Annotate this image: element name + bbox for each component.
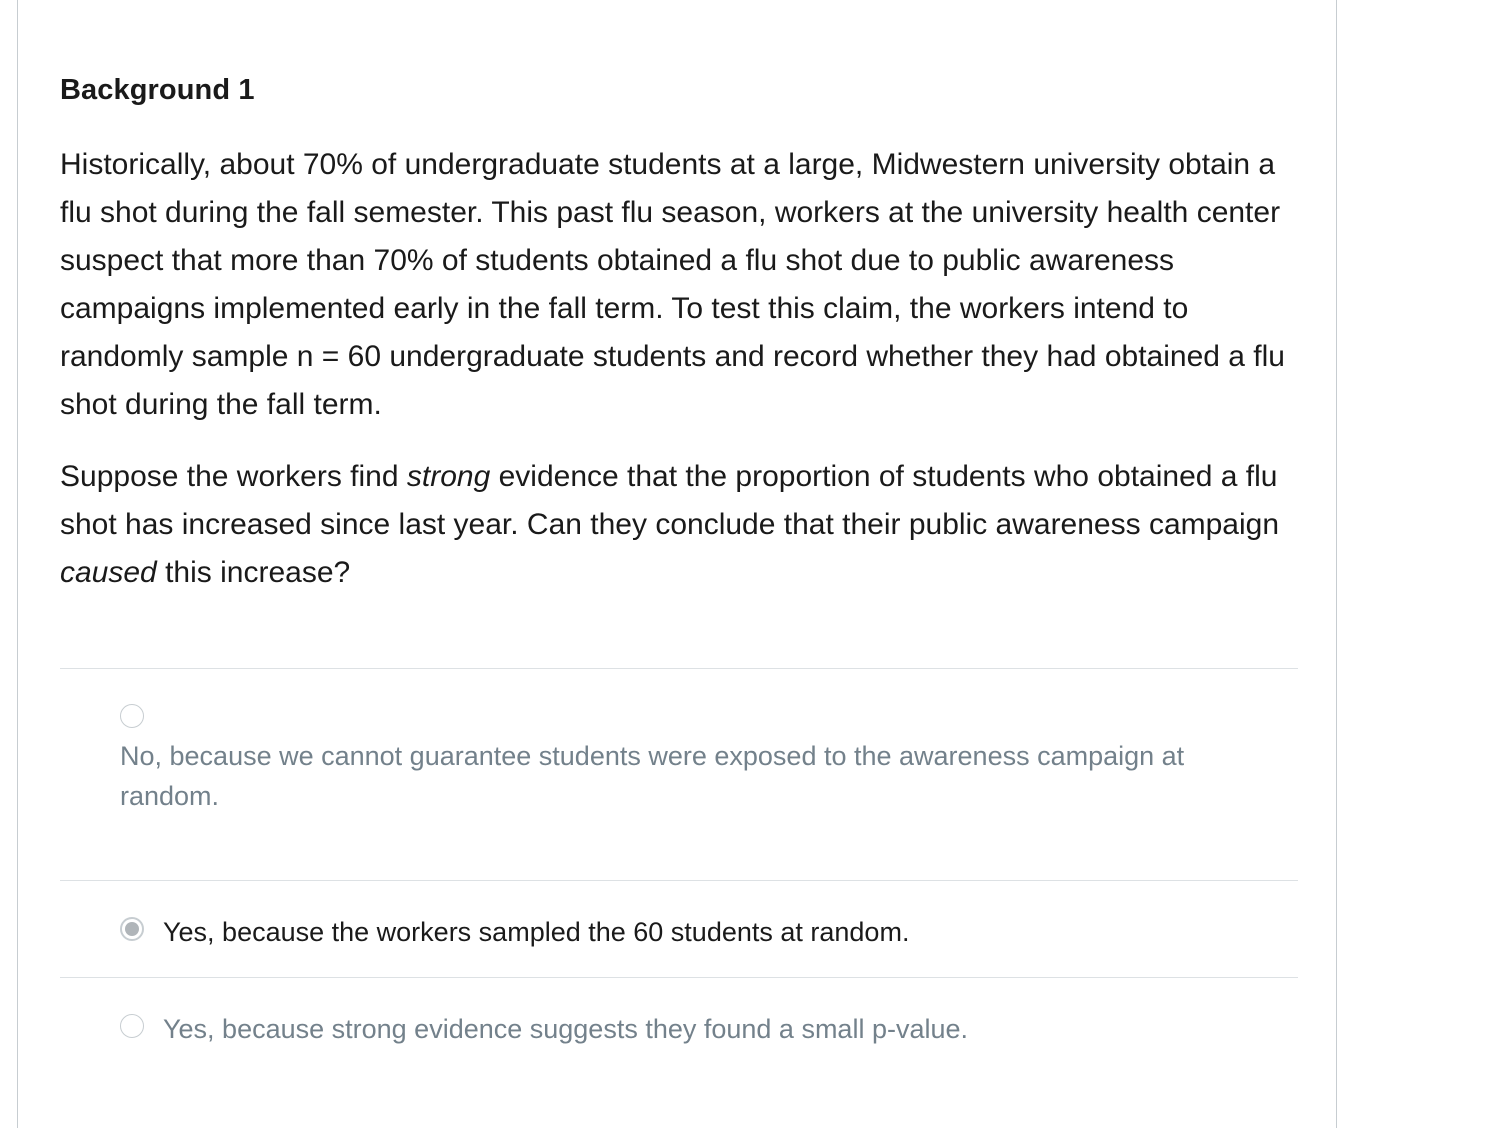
prompt-emphasis-strong: strong	[406, 460, 491, 493]
answer-divider	[60, 668, 1298, 669]
prompt-text-part1: Suppose the workers find	[60, 460, 407, 493]
question-prompt-paragraph	[60, 453, 1300, 597]
question-background-paragraph: Historically, about 70% of undergraduate students at a large, Midwestern university obtain a flu shot during the fall semester. This past flu season, workers at the university health center suspect that more than 70% of students obtained a flu shot due to public awareness campaigns implemented early in the fall term. To test this claim, the workers intend to randomly sample n = 60 undergraduate students and record whether they had obtained a flu shot during the fall term.	[60, 148, 1285, 421]
answer-radio-2-selected[interactable]	[120, 917, 144, 941]
answer-divider	[60, 977, 1298, 978]
prompt-text-part3: this increase?	[156, 556, 351, 589]
quiz-question-panel	[17, 0, 1337, 1128]
answer-divider	[60, 880, 1298, 881]
prompt-emphasis-caused: caused	[60, 556, 157, 589]
answer-label-3[interactable]: Yes, because strong evidence suggests they found a small p-value.	[163, 1014, 969, 1044]
radio-selected-dot	[125, 922, 139, 936]
question-heading: Background 1	[60, 74, 255, 106]
answer-label-1[interactable]: No, because we cannot guarantee students were exposed to the awareness campaign at random.	[120, 741, 1185, 811]
answer-label-2[interactable]: Yes, because the workers sampled the 60 students at random.	[163, 917, 910, 947]
answer-radio-1[interactable]	[120, 704, 144, 728]
answer-radio-3[interactable]	[120, 1014, 144, 1038]
prompt-text-part2: evidence that the proportion of students who obtained a flu shot has increased since last year. Can they conclude that their public awareness campaign	[60, 460, 1280, 541]
